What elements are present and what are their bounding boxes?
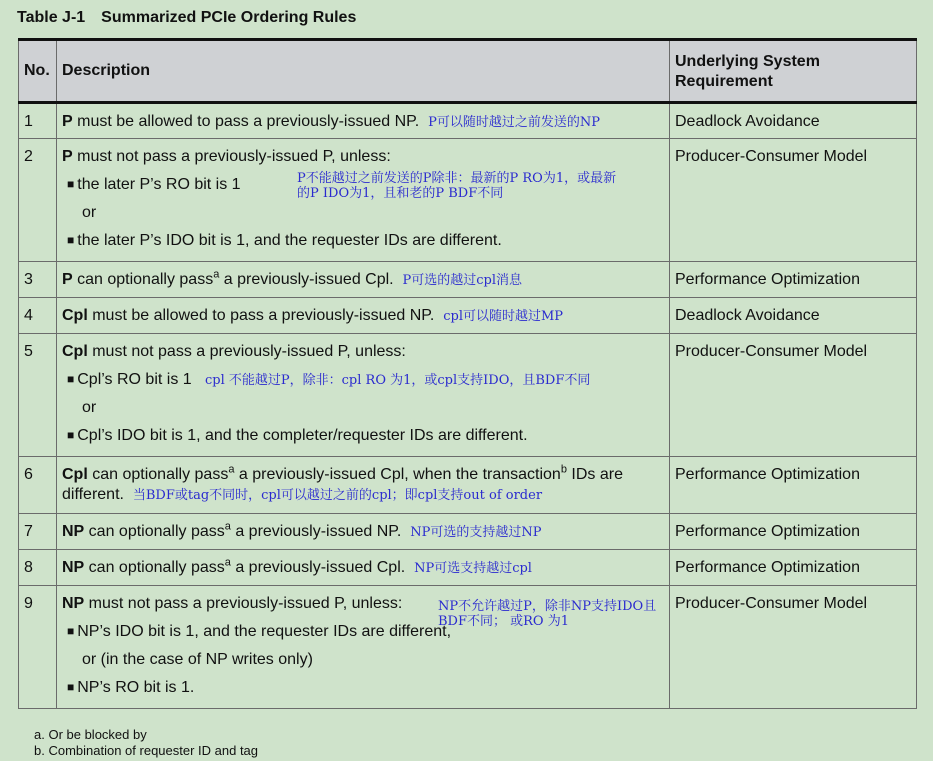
rule-text: must not pass a previously-issued P, unless: <box>72 148 391 165</box>
rule-subject: Cpl <box>62 343 88 360</box>
table-row <box>19 514 917 550</box>
bullet-text: NP’s RO bit is 1. <box>77 679 195 696</box>
annotation-note: P可选的越过cpl消息 <box>402 273 523 288</box>
table-row <box>19 457 917 514</box>
annotation-note-line: NP不允许越过P，除非NP支持IDO且 <box>438 599 657 614</box>
bullet-text: the later P’s IDO bit is 1, and the requester IDs are different. <box>77 232 502 249</box>
annotation-note-line: 的P IDO为1，且和老的P BDF不同 <box>297 186 504 201</box>
annotation-note: NP可选的支持越过NP <box>410 525 542 540</box>
header-requirement <box>670 40 917 103</box>
table-row <box>19 550 917 586</box>
annotation-note <box>438 599 656 629</box>
row-description <box>57 586 670 709</box>
rule-text: can optionally pass <box>84 523 225 540</box>
table-row <box>19 103 917 139</box>
row-requirement: Producer-Consumer Model <box>670 586 917 709</box>
table-row <box>19 586 917 709</box>
or-text: or <box>82 204 97 221</box>
row-number: 8 <box>19 550 57 586</box>
bullet-icon: ■ <box>67 680 75 694</box>
row-description <box>57 514 670 550</box>
row-number: 3 <box>19 262 57 298</box>
rule-text: a previously-issued Cpl. <box>230 559 406 576</box>
annotation-note: cpl 不能越过P，除非：cpl RO 为1，或cpl支持IDO，且BDF不同 <box>205 373 591 388</box>
annotation-note: cpl可以随时越过MP <box>443 309 564 324</box>
rule-text: must not pass a previously-issued P, unless: <box>84 595 403 612</box>
rule-text: IDs are <box>566 466 623 483</box>
row-number: 9 <box>19 586 57 709</box>
table-row <box>19 334 917 457</box>
ordering-rules-table <box>18 38 917 709</box>
footnotes <box>34 727 258 759</box>
bullet-icon: ■ <box>67 624 75 638</box>
row-number: 2 <box>19 139 57 262</box>
rule-text: must be allowed to pass a previously-issued NP. <box>72 113 420 130</box>
row-description <box>57 550 670 586</box>
annotation-note <box>297 171 616 201</box>
table-title <box>17 9 356 27</box>
row-requirement: Deadlock Avoidance <box>670 298 917 334</box>
bullet-icon: ■ <box>67 233 75 247</box>
row-number: 1 <box>19 103 57 139</box>
footnote-marker: b <box>560 463 567 476</box>
rule-text: can optionally pass <box>87 466 229 483</box>
rule-subject: P <box>62 148 73 165</box>
annotation-note: NP可选支持越过cpl <box>414 561 532 576</box>
footnote-marker: a <box>213 268 220 281</box>
footnote-a: a. Or be blocked by <box>34 727 147 742</box>
row-number: 7 <box>19 514 57 550</box>
rule-text: a previously-issued Cpl. <box>219 271 394 288</box>
annotation-note: 当BDF或tag不同时，cpl可以越过之前的cpl；即cpl支持out of order <box>132 488 543 503</box>
rule-subject: NP <box>62 523 85 540</box>
header-requirement-line2: Requirement <box>675 73 773 90</box>
rule-text: must not pass a previously-issued P, unless: <box>87 343 406 360</box>
rule-subject: Cpl <box>62 307 88 324</box>
footnote-marker: a <box>224 520 231 533</box>
rule-subject: NP <box>62 595 85 612</box>
row-description <box>57 262 670 298</box>
row-requirement: Performance Optimization <box>670 262 917 298</box>
or-text: or <box>82 399 97 416</box>
row-description <box>57 103 670 139</box>
rule-text: can optionally pass <box>72 271 214 288</box>
rule-text: can optionally pass <box>84 559 225 576</box>
header-description: Description <box>57 40 670 103</box>
table-row <box>19 298 917 334</box>
row-number: 6 <box>19 457 57 514</box>
row-requirement: Performance Optimization <box>670 457 917 514</box>
row-description <box>57 139 670 262</box>
row-requirement: Producer-Consumer Model <box>670 139 917 262</box>
row-requirement: Performance Optimization <box>670 550 917 586</box>
footnote-marker: a <box>224 556 231 569</box>
header-requirement-line1: Underlying System <box>675 53 820 70</box>
bullet-icon: ■ <box>67 177 75 191</box>
rule-text: a previously-issued NP. <box>230 523 402 540</box>
header-row <box>19 40 917 103</box>
bullet-text: Cpl’s IDO bit is 1, and the completer/requester IDs are different. <box>77 427 528 444</box>
annotation-note: P可以随时越过之前发送的NP <box>428 115 600 130</box>
bullet-text: Cpl’s RO bit is 1 <box>77 371 192 388</box>
or-text: or (in the case of NP writes only) <box>82 651 313 668</box>
table-title-text: Summarized PCIe Ordering Rules <box>101 9 357 26</box>
table-row <box>19 262 917 298</box>
rule-text: a previously-issued Cpl, when the transaction <box>234 466 561 483</box>
row-requirement: Deadlock Avoidance <box>670 103 917 139</box>
bullet-text: the later P’s RO bit is 1 <box>77 176 241 193</box>
rule-subject: Cpl <box>62 466 88 483</box>
rule-text: must be allowed to pass a previously-issued NP. <box>87 307 435 324</box>
row-description <box>57 298 670 334</box>
footnote-b: b. Combination of requester ID and tag <box>34 743 259 758</box>
bullet-text: NP’s IDO bit is 1, and the requester IDs are different, <box>77 623 452 640</box>
row-number: 5 <box>19 334 57 457</box>
rule-subject: NP <box>62 559 85 576</box>
table-label: Table J-1 <box>17 9 86 26</box>
footnote-marker: a <box>228 463 235 476</box>
bullet-icon: ■ <box>67 428 75 442</box>
annotation-note-line: P不能越过之前发送的P除非：最新的P RO为1，或最新 <box>297 171 617 186</box>
header-no: No. <box>19 40 57 103</box>
row-number: 4 <box>19 298 57 334</box>
rule-subject: P <box>62 113 73 130</box>
row-requirement: Producer-Consumer Model <box>670 334 917 457</box>
table-row <box>19 139 917 262</box>
row-description <box>57 334 670 457</box>
row-description <box>57 457 670 514</box>
rule-subject: P <box>62 271 73 288</box>
rule-text: different. <box>62 486 124 503</box>
row-requirement: Performance Optimization <box>670 514 917 550</box>
annotation-note-line: BDF不同； 或RO 为1 <box>438 614 569 629</box>
bullet-icon: ■ <box>67 372 75 386</box>
